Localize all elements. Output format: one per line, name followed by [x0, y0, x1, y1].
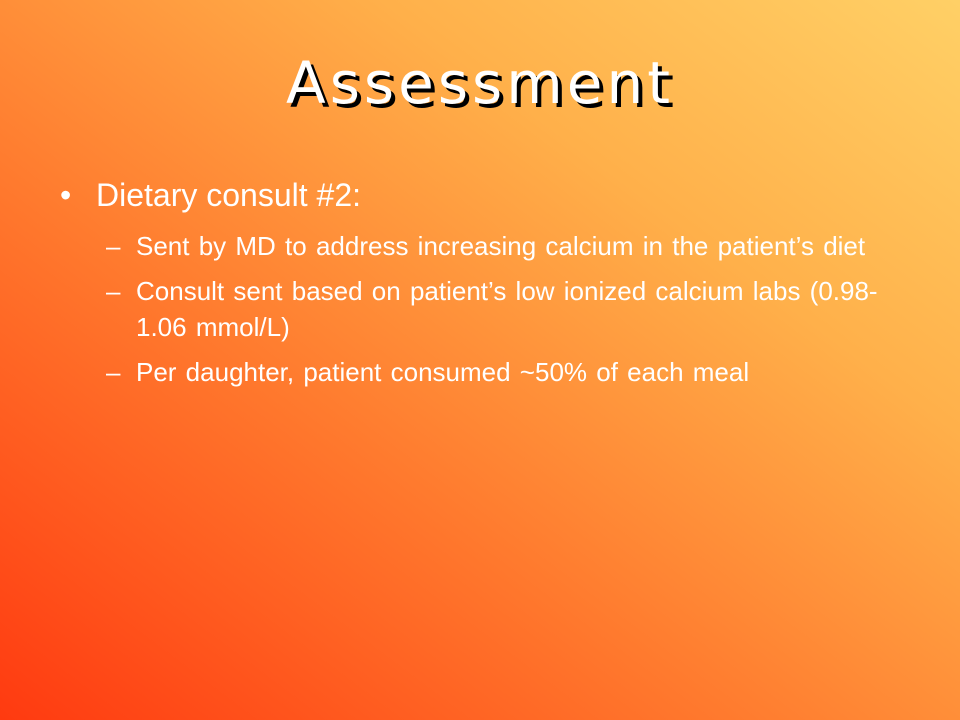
sub-bullet-text: Consult sent based on patient’s low ionized calcium labs (0.98-1.06 mmol/L)	[136, 275, 878, 343]
slide-body	[60, 176, 890, 398]
sub-bullet-item	[106, 273, 890, 346]
sub-bullet-text: Sent by MD to address increasing calcium in the patient’s diet	[136, 231, 866, 262]
sub-bullet-marker: –	[106, 275, 121, 306]
sub-bullet-text: Per daughter, patient consumed ~50% of each meal	[136, 356, 750, 387]
bullet-text: Dietary consult #2:	[96, 177, 362, 213]
sub-bullet-item	[106, 228, 890, 264]
bullet-item	[60, 176, 890, 214]
sub-bullet-marker: –	[106, 356, 121, 387]
sub-bullet-marker: –	[106, 231, 121, 262]
sub-bullet-item	[106, 354, 890, 390]
bullet-marker: •	[60, 177, 72, 213]
slide-title: Assessment	[286, 49, 674, 117]
